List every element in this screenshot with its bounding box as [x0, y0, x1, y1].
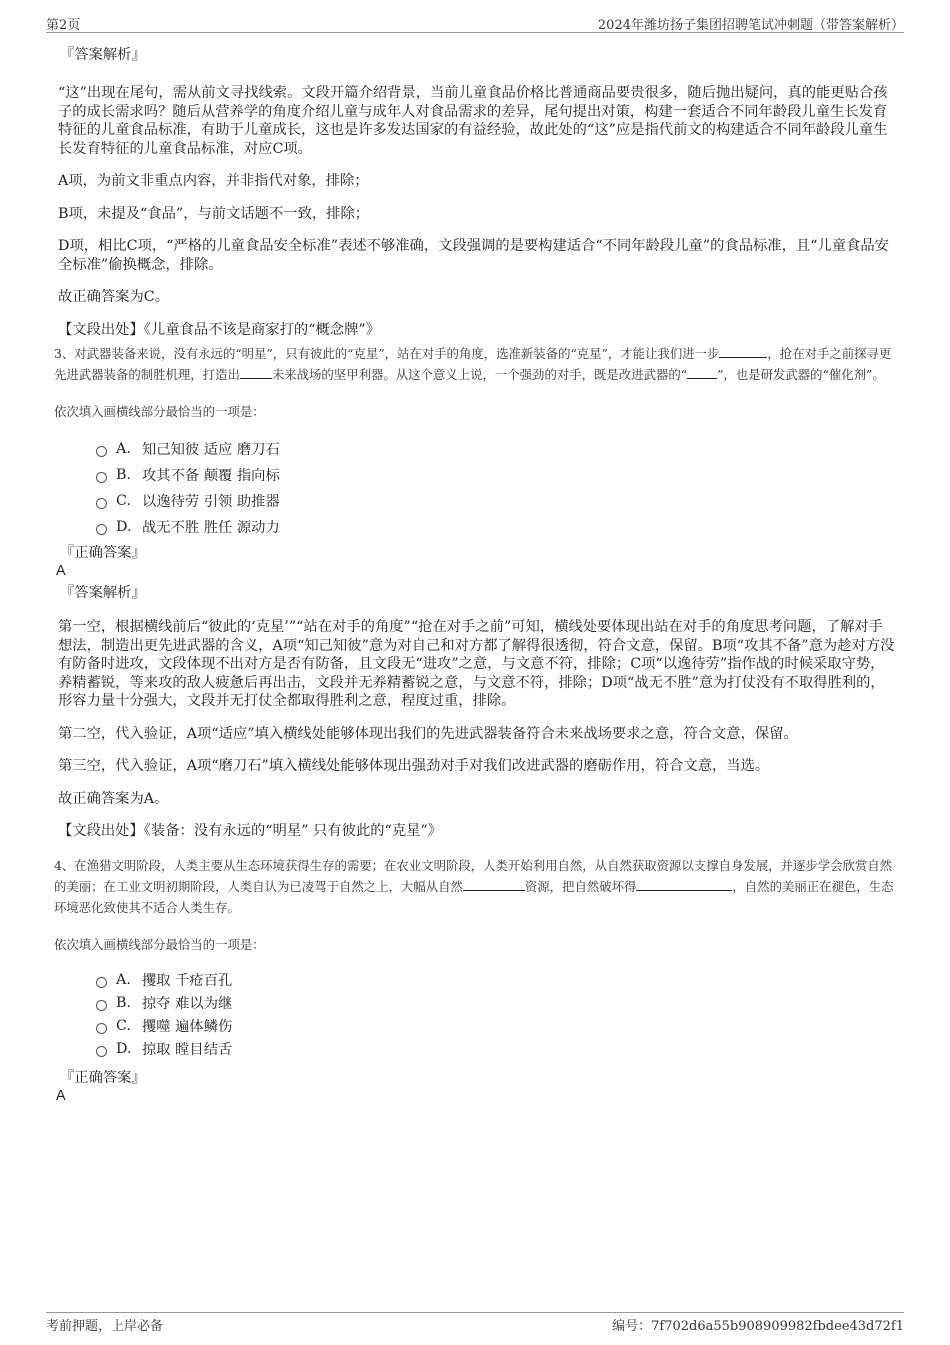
- q2-option-d-explanation: D项，相比C项，“严格的儿童食品安全标准”表述不够准确，文段强调的是要构建适合“不同年龄段儿童”的食品标准，且“儿童食品安全标准”偷换概念，排除。: [58, 238, 889, 273]
- radio-icon[interactable]: [96, 524, 107, 535]
- page-number: 第2页: [46, 18, 81, 33]
- q4-option-b[interactable]: B. 掠夺 难以为继: [96, 992, 896, 1015]
- q4-option-a[interactable]: A. 攫取 千疮百孔: [96, 969, 896, 992]
- q3-option-c[interactable]: C. 以逸待劳 引领 助推器: [96, 488, 896, 514]
- page-header: [46, 14, 904, 33]
- page-content: [54, 46, 896, 1105]
- q3-blank-2: [240, 366, 272, 379]
- q3-options: [96, 436, 896, 540]
- q2-option-b-explanation: B项，未提及“食品”，与前文话题不一致，排除；: [58, 205, 370, 222]
- q2-source: 【文段出处】《儿童食品不该是商家打的“概念牌”》: [58, 321, 380, 338]
- q3-conclusion: 故正确答案为A。: [58, 790, 169, 807]
- q3-analysis-title: 『答案解析』: [60, 585, 146, 601]
- page-footer: [46, 1312, 904, 1335]
- radio-icon[interactable]: [96, 446, 107, 457]
- radio-icon[interactable]: [96, 977, 107, 988]
- footer-slogan: 考前押题，上岸必备: [46, 1319, 164, 1334]
- q4-option-c[interactable]: C. 攫噬 遍体鳞伤: [96, 1015, 896, 1038]
- radio-icon[interactable]: [96, 1023, 107, 1034]
- footer-serial: 编号：7f702d6a55b908909982fbdee43d72f1: [612, 1319, 904, 1334]
- q3-blank-1: [719, 345, 767, 358]
- q3-analysis-blank-3: 第三空，代入验证，A项“磨刀石”填入横线处能够体现出强劲对手对我们改进武器的磨砺作用，符合文意，当选。: [58, 758, 770, 774]
- q2-option-a-explanation: A项，为前文非重点内容，并非指代对象，排除；: [58, 173, 369, 189]
- q4-blank-1: [463, 878, 525, 891]
- q3-option-d[interactable]: D. 战无不胜 胜任 源动力: [96, 514, 896, 540]
- q3-option-a[interactable]: A. 知己知彼 适应 磨刀石: [96, 436, 896, 462]
- q3-prompt: 依次填入画横线部分最恰当的一项是：: [54, 404, 265, 419]
- radio-icon[interactable]: [96, 1046, 107, 1057]
- q4-stem: 4、在渔猎文明阶段，人类主要从生态环境获得生存的需要；在农业文明阶段，人类开始利用自然，从自然获取资源以支撑自身发展，并逐步学会欣赏自然的美丽；在工业文明初期阶段，人类自认为已凌驾于自然之上，大幅从自然 资源，把自然破坏得 ，自然的美丽正在褪色，生态环境恶化致使其不适合人类生存。: [54, 857, 894, 915]
- q3-blank-3: [687, 366, 717, 379]
- q4-blank-2: [636, 878, 732, 891]
- q4-options: [96, 969, 896, 1061]
- radio-icon[interactable]: [96, 1000, 107, 1011]
- q3-analysis-blank-1: 第一空，根据横线前后“彼此的‘克星’”“站在对手的角度”“抢在对手之前”可知，横线处要体现出站在对手的角度思考问题，了解对手想法，制造出更先进武器的含义，A项“知己知彼”意为对自己和对方都了解得很透彻，符合文意，保留。B项“攻其不备”意为趁对方没有防备时进攻，文段体现不出对方是否有防备，且文段无“进攻”之意，与文意不符，排除；C项“以逸待劳”指作战的时候采取守势，养精蓄锐，等来攻的敌人疲惫后再出击，文段并无养精蓄锐之意，与文意不符，排除；D项“战无不胜”意为打仗没有不取得胜利的，形容力量十分强大，文段并无打仗全都取得胜利之意，程度过重，排除。: [58, 619, 895, 709]
- q3-answer-title: 『正确答案』: [60, 545, 146, 561]
- q3-source: 【文段出处】《装备：没有永远的“明星” 只有彼此的“克星”》: [58, 823, 443, 839]
- radio-icon[interactable]: [96, 498, 107, 509]
- q2-conclusion: 故正确答案为C。: [58, 289, 170, 305]
- radio-icon[interactable]: [96, 472, 107, 483]
- q2-analysis-paragraph: “这”出现在尾句，需从前文寻找线索。文段开篇介绍背景，当前儿童食品价格比普通商品要贵很多，随后抛出疑问，真的能更贴合孩子的成长需求吗？随后从营养学的角度介绍儿童与成年人对食品需求的差异，尾句提出对策，构建一套适合不同年龄段儿童生长发育特征的儿童食品标准，有助于儿童成长，这也是许多发达国家的有益经验，故此处的“这”应是指代前文的构建适合不同年龄段儿童生长发育特征的儿童食品标准，对应C项。: [58, 85, 888, 157]
- q4-answer: A: [56, 1087, 66, 1104]
- q3-analysis-blank-2: 第二空，代入验证，A项“适应”填入横线处能够体现出我们的先进武器装备符合未来战场要求之意，符合文意，保留。: [58, 725, 798, 742]
- q4-option-d[interactable]: D. 掠取 瞠目结舌: [96, 1038, 896, 1061]
- q2-analysis-title: 『答案解析』: [60, 47, 146, 63]
- document-title: 2024年潍坊扬子集团招聘笔试冲刺题（带答案解析）: [597, 18, 904, 33]
- q3-stem: 3、对武器装备来说，没有永远的“明星”，只有彼此的“克星”，站在对手的角度，选准新装备的“克星”，才能让我们进一步 ，抢在对手之前探寻更先进武器装备的制胜机理，打造出 未来战场的坚甲利器。从这个意义上说，一个强劲的对手，既是改进武器的“ ”，也是研发武器的“催化剂”。: [54, 346, 892, 382]
- q4-answer-title: 『正确答案』: [60, 1069, 146, 1086]
- q3-answer: A: [56, 563, 66, 579]
- q3-option-b[interactable]: B. 攻其不备 颠覆 指向标: [96, 462, 896, 488]
- q4-prompt: 依次填入画横线部分最恰当的一项是：: [54, 936, 265, 952]
